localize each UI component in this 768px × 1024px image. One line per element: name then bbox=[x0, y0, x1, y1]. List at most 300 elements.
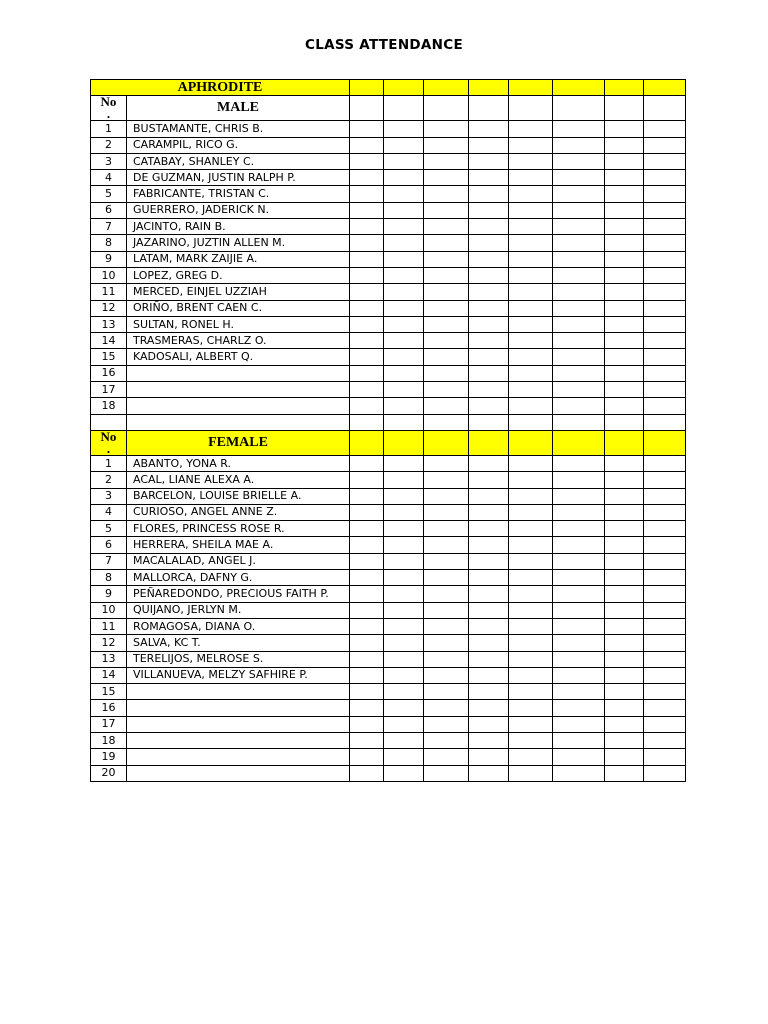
attendance-cell[interactable] bbox=[553, 504, 605, 520]
attendance-cell[interactable] bbox=[424, 732, 469, 748]
attendance-cell[interactable] bbox=[509, 251, 553, 267]
attendance-cell[interactable] bbox=[605, 398, 644, 414]
attendance-cell[interactable] bbox=[424, 365, 469, 381]
attendance-cell[interactable] bbox=[553, 219, 605, 235]
attendance-cell[interactable] bbox=[350, 700, 384, 716]
date-cell[interactable] bbox=[605, 80, 644, 96]
attendance-cell[interactable] bbox=[469, 521, 509, 537]
attendance-cell[interactable] bbox=[350, 414, 384, 430]
attendance-cell[interactable] bbox=[350, 333, 384, 349]
attendance-cell[interactable] bbox=[509, 333, 553, 349]
attendance-cell[interactable] bbox=[469, 684, 509, 700]
attendance-cell[interactable] bbox=[605, 170, 644, 186]
attendance-cell[interactable] bbox=[469, 700, 509, 716]
attendance-cell[interactable] bbox=[424, 333, 469, 349]
attendance-cell[interactable] bbox=[469, 137, 509, 153]
attendance-cell[interactable] bbox=[384, 765, 424, 781]
attendance-cell[interactable] bbox=[350, 219, 384, 235]
attendance-cell[interactable] bbox=[605, 251, 644, 267]
attendance-cell[interactable] bbox=[605, 186, 644, 202]
attendance-cell[interactable] bbox=[384, 300, 424, 316]
attendance-cell[interactable] bbox=[384, 349, 424, 365]
attendance-cell[interactable] bbox=[509, 153, 553, 169]
attendance-cell[interactable] bbox=[553, 684, 605, 700]
attendance-cell[interactable] bbox=[350, 651, 384, 667]
attendance-cell[interactable] bbox=[644, 765, 686, 781]
attendance-cell[interactable] bbox=[644, 284, 686, 300]
attendance-cell[interactable] bbox=[384, 365, 424, 381]
attendance-cell[interactable] bbox=[553, 153, 605, 169]
attendance-cell[interactable] bbox=[553, 602, 605, 618]
attendance-cell[interactable] bbox=[424, 202, 469, 218]
attendance-cell[interactable] bbox=[469, 602, 509, 618]
attendance-cell[interactable] bbox=[424, 186, 469, 202]
attendance-cell[interactable] bbox=[509, 570, 553, 586]
attendance-cell[interactable] bbox=[553, 732, 605, 748]
attendance-cell[interactable] bbox=[469, 732, 509, 748]
attendance-cell[interactable] bbox=[644, 749, 686, 765]
attendance-cell[interactable] bbox=[350, 732, 384, 748]
attendance-cell[interactable] bbox=[424, 472, 469, 488]
attendance-cell[interactable] bbox=[553, 716, 605, 732]
attendance-cell[interactable] bbox=[384, 570, 424, 586]
attendance-cell[interactable] bbox=[384, 382, 424, 398]
date-cell[interactable] bbox=[644, 430, 686, 455]
date-cell[interactable] bbox=[350, 96, 384, 121]
attendance-cell[interactable] bbox=[553, 635, 605, 651]
attendance-cell[interactable] bbox=[350, 586, 384, 602]
attendance-cell[interactable] bbox=[644, 504, 686, 520]
attendance-cell[interactable] bbox=[424, 153, 469, 169]
attendance-cell[interactable] bbox=[553, 137, 605, 153]
attendance-cell[interactable] bbox=[605, 716, 644, 732]
attendance-cell[interactable] bbox=[644, 667, 686, 683]
attendance-cell[interactable] bbox=[605, 121, 644, 137]
attendance-cell[interactable] bbox=[384, 700, 424, 716]
attendance-cell[interactable] bbox=[509, 472, 553, 488]
attendance-cell[interactable] bbox=[384, 414, 424, 430]
attendance-cell[interactable] bbox=[384, 202, 424, 218]
attendance-cell[interactable] bbox=[384, 251, 424, 267]
attendance-cell[interactable] bbox=[509, 382, 553, 398]
attendance-cell[interactable] bbox=[605, 153, 644, 169]
attendance-cell[interactable] bbox=[350, 618, 384, 634]
attendance-cell[interactable] bbox=[350, 284, 384, 300]
attendance-cell[interactable] bbox=[553, 333, 605, 349]
attendance-cell[interactable] bbox=[605, 414, 644, 430]
attendance-cell[interactable] bbox=[605, 316, 644, 332]
attendance-cell[interactable] bbox=[469, 716, 509, 732]
attendance-cell[interactable] bbox=[644, 684, 686, 700]
attendance-cell[interactable] bbox=[469, 749, 509, 765]
attendance-cell[interactable] bbox=[605, 700, 644, 716]
attendance-cell[interactable] bbox=[350, 716, 384, 732]
attendance-cell[interactable] bbox=[553, 170, 605, 186]
attendance-cell[interactable] bbox=[553, 488, 605, 504]
attendance-cell[interactable] bbox=[424, 586, 469, 602]
attendance-cell[interactable] bbox=[644, 716, 686, 732]
date-cell[interactable] bbox=[509, 430, 553, 455]
attendance-cell[interactable] bbox=[644, 651, 686, 667]
attendance-cell[interactable] bbox=[553, 537, 605, 553]
attendance-cell[interactable] bbox=[384, 716, 424, 732]
attendance-cell[interactable] bbox=[424, 635, 469, 651]
attendance-cell[interactable] bbox=[384, 472, 424, 488]
attendance-cell[interactable] bbox=[384, 618, 424, 634]
attendance-cell[interactable] bbox=[509, 732, 553, 748]
attendance-cell[interactable] bbox=[424, 267, 469, 283]
attendance-cell[interactable] bbox=[553, 586, 605, 602]
attendance-cell[interactable] bbox=[605, 553, 644, 569]
attendance-cell[interactable] bbox=[553, 472, 605, 488]
attendance-cell[interactable] bbox=[384, 521, 424, 537]
attendance-cell[interactable] bbox=[644, 186, 686, 202]
attendance-cell[interactable] bbox=[350, 251, 384, 267]
attendance-cell[interactable] bbox=[605, 333, 644, 349]
attendance-cell[interactable] bbox=[424, 316, 469, 332]
attendance-cell[interactable] bbox=[384, 732, 424, 748]
attendance-cell[interactable] bbox=[644, 602, 686, 618]
attendance-cell[interactable] bbox=[350, 137, 384, 153]
attendance-cell[interactable] bbox=[424, 170, 469, 186]
attendance-cell[interactable] bbox=[384, 235, 424, 251]
date-cell[interactable] bbox=[424, 80, 469, 96]
attendance-cell[interactable] bbox=[605, 618, 644, 634]
attendance-cell[interactable] bbox=[350, 570, 384, 586]
attendance-cell[interactable] bbox=[605, 651, 644, 667]
attendance-cell[interactable] bbox=[553, 316, 605, 332]
attendance-cell[interactable] bbox=[469, 504, 509, 520]
attendance-cell[interactable] bbox=[509, 219, 553, 235]
date-cell[interactable] bbox=[469, 80, 509, 96]
attendance-cell[interactable] bbox=[424, 414, 469, 430]
attendance-cell[interactable] bbox=[553, 700, 605, 716]
date-cell[interactable] bbox=[384, 96, 424, 121]
attendance-cell[interactable] bbox=[469, 586, 509, 602]
attendance-cell[interactable] bbox=[424, 382, 469, 398]
attendance-cell[interactable] bbox=[553, 570, 605, 586]
attendance-cell[interactable] bbox=[509, 267, 553, 283]
attendance-cell[interactable] bbox=[384, 602, 424, 618]
attendance-cell[interactable] bbox=[424, 455, 469, 471]
attendance-cell[interactable] bbox=[469, 414, 509, 430]
attendance-cell[interactable] bbox=[350, 749, 384, 765]
attendance-cell[interactable] bbox=[350, 300, 384, 316]
attendance-cell[interactable] bbox=[384, 537, 424, 553]
attendance-cell[interactable] bbox=[350, 316, 384, 332]
attendance-cell[interactable] bbox=[424, 219, 469, 235]
attendance-cell[interactable] bbox=[424, 765, 469, 781]
attendance-cell[interactable] bbox=[644, 618, 686, 634]
attendance-cell[interactable] bbox=[350, 170, 384, 186]
attendance-cell[interactable] bbox=[644, 570, 686, 586]
date-cell[interactable] bbox=[424, 96, 469, 121]
attendance-cell[interactable] bbox=[384, 504, 424, 520]
attendance-cell[interactable] bbox=[605, 137, 644, 153]
attendance-cell[interactable] bbox=[424, 121, 469, 137]
attendance-cell[interactable] bbox=[469, 472, 509, 488]
attendance-cell[interactable] bbox=[605, 521, 644, 537]
attendance-cell[interactable] bbox=[469, 365, 509, 381]
attendance-cell[interactable] bbox=[350, 602, 384, 618]
attendance-cell[interactable] bbox=[424, 667, 469, 683]
attendance-cell[interactable] bbox=[509, 765, 553, 781]
date-cell[interactable] bbox=[469, 430, 509, 455]
attendance-cell[interactable] bbox=[509, 186, 553, 202]
date-cell[interactable] bbox=[384, 80, 424, 96]
attendance-cell[interactable] bbox=[424, 553, 469, 569]
date-cell[interactable] bbox=[384, 430, 424, 455]
attendance-cell[interactable] bbox=[644, 235, 686, 251]
attendance-cell[interactable] bbox=[384, 316, 424, 332]
attendance-cell[interactable] bbox=[509, 398, 553, 414]
attendance-cell[interactable] bbox=[509, 684, 553, 700]
attendance-cell[interactable] bbox=[644, 365, 686, 381]
attendance-cell[interactable] bbox=[605, 602, 644, 618]
attendance-cell[interactable] bbox=[469, 186, 509, 202]
attendance-cell[interactable] bbox=[605, 765, 644, 781]
attendance-cell[interactable] bbox=[424, 749, 469, 765]
attendance-cell[interactable] bbox=[350, 235, 384, 251]
attendance-cell[interactable] bbox=[424, 488, 469, 504]
attendance-cell[interactable] bbox=[509, 651, 553, 667]
attendance-cell[interactable] bbox=[605, 455, 644, 471]
attendance-cell[interactable] bbox=[350, 382, 384, 398]
attendance-cell[interactable] bbox=[553, 749, 605, 765]
attendance-cell[interactable] bbox=[469, 382, 509, 398]
attendance-cell[interactable] bbox=[605, 504, 644, 520]
date-cell[interactable] bbox=[509, 80, 553, 96]
attendance-cell[interactable] bbox=[469, 537, 509, 553]
attendance-cell[interactable] bbox=[509, 521, 553, 537]
attendance-cell[interactable] bbox=[424, 251, 469, 267]
attendance-cell[interactable] bbox=[350, 765, 384, 781]
attendance-cell[interactable] bbox=[644, 537, 686, 553]
attendance-cell[interactable] bbox=[509, 349, 553, 365]
attendance-cell[interactable] bbox=[350, 667, 384, 683]
attendance-cell[interactable] bbox=[424, 504, 469, 520]
attendance-cell[interactable] bbox=[509, 716, 553, 732]
attendance-cell[interactable] bbox=[553, 382, 605, 398]
attendance-cell[interactable] bbox=[509, 202, 553, 218]
date-cell[interactable] bbox=[644, 80, 686, 96]
attendance-cell[interactable] bbox=[384, 455, 424, 471]
attendance-cell[interactable] bbox=[605, 732, 644, 748]
attendance-cell[interactable] bbox=[509, 700, 553, 716]
attendance-cell[interactable] bbox=[350, 267, 384, 283]
attendance-cell[interactable] bbox=[424, 521, 469, 537]
attendance-cell[interactable] bbox=[350, 202, 384, 218]
attendance-cell[interactable] bbox=[350, 635, 384, 651]
attendance-cell[interactable] bbox=[644, 455, 686, 471]
attendance-cell[interactable] bbox=[605, 586, 644, 602]
attendance-cell[interactable] bbox=[469, 488, 509, 504]
attendance-cell[interactable] bbox=[384, 137, 424, 153]
attendance-cell[interactable] bbox=[605, 749, 644, 765]
date-cell[interactable] bbox=[553, 80, 605, 96]
attendance-cell[interactable] bbox=[553, 251, 605, 267]
attendance-cell[interactable] bbox=[509, 586, 553, 602]
attendance-cell[interactable] bbox=[509, 316, 553, 332]
attendance-cell[interactable] bbox=[384, 488, 424, 504]
attendance-cell[interactable] bbox=[553, 365, 605, 381]
attendance-cell[interactable] bbox=[469, 618, 509, 634]
attendance-cell[interactable] bbox=[553, 121, 605, 137]
attendance-cell[interactable] bbox=[384, 333, 424, 349]
attendance-cell[interactable] bbox=[424, 700, 469, 716]
attendance-cell[interactable] bbox=[509, 749, 553, 765]
attendance-cell[interactable] bbox=[644, 251, 686, 267]
attendance-cell[interactable] bbox=[384, 684, 424, 700]
attendance-cell[interactable] bbox=[509, 121, 553, 137]
attendance-cell[interactable] bbox=[384, 667, 424, 683]
attendance-cell[interactable] bbox=[605, 349, 644, 365]
attendance-cell[interactable] bbox=[553, 618, 605, 634]
attendance-cell[interactable] bbox=[469, 333, 509, 349]
attendance-cell[interactable] bbox=[469, 667, 509, 683]
attendance-cell[interactable] bbox=[509, 137, 553, 153]
attendance-cell[interactable] bbox=[384, 398, 424, 414]
attendance-cell[interactable] bbox=[644, 137, 686, 153]
attendance-cell[interactable] bbox=[605, 667, 644, 683]
attendance-cell[interactable] bbox=[384, 635, 424, 651]
attendance-cell[interactable] bbox=[469, 170, 509, 186]
attendance-cell[interactable] bbox=[605, 472, 644, 488]
attendance-cell[interactable] bbox=[424, 602, 469, 618]
attendance-cell[interactable] bbox=[384, 749, 424, 765]
attendance-cell[interactable] bbox=[605, 488, 644, 504]
attendance-cell[interactable] bbox=[553, 398, 605, 414]
attendance-cell[interactable] bbox=[644, 170, 686, 186]
attendance-cell[interactable] bbox=[644, 349, 686, 365]
attendance-cell[interactable] bbox=[469, 553, 509, 569]
attendance-cell[interactable] bbox=[469, 570, 509, 586]
attendance-cell[interactable] bbox=[424, 284, 469, 300]
attendance-cell[interactable] bbox=[509, 667, 553, 683]
attendance-cell[interactable] bbox=[384, 284, 424, 300]
attendance-cell[interactable] bbox=[424, 684, 469, 700]
attendance-cell[interactable] bbox=[350, 349, 384, 365]
attendance-cell[interactable] bbox=[509, 618, 553, 634]
attendance-cell[interactable] bbox=[384, 553, 424, 569]
attendance-cell[interactable] bbox=[469, 235, 509, 251]
attendance-cell[interactable] bbox=[553, 284, 605, 300]
attendance-cell[interactable] bbox=[605, 382, 644, 398]
attendance-cell[interactable] bbox=[384, 170, 424, 186]
attendance-cell[interactable] bbox=[350, 153, 384, 169]
date-cell[interactable] bbox=[350, 430, 384, 455]
attendance-cell[interactable] bbox=[384, 267, 424, 283]
attendance-cell[interactable] bbox=[384, 186, 424, 202]
attendance-cell[interactable] bbox=[644, 316, 686, 332]
attendance-cell[interactable] bbox=[424, 398, 469, 414]
attendance-cell[interactable] bbox=[509, 284, 553, 300]
attendance-cell[interactable] bbox=[509, 170, 553, 186]
attendance-cell[interactable] bbox=[605, 202, 644, 218]
date-cell[interactable] bbox=[469, 96, 509, 121]
attendance-cell[interactable] bbox=[605, 365, 644, 381]
attendance-cell[interactable] bbox=[644, 333, 686, 349]
attendance-cell[interactable] bbox=[644, 382, 686, 398]
attendance-cell[interactable] bbox=[424, 618, 469, 634]
attendance-cell[interactable] bbox=[644, 153, 686, 169]
attendance-cell[interactable] bbox=[553, 300, 605, 316]
attendance-cell[interactable] bbox=[553, 202, 605, 218]
attendance-cell[interactable] bbox=[469, 202, 509, 218]
attendance-cell[interactable] bbox=[350, 537, 384, 553]
attendance-cell[interactable] bbox=[644, 732, 686, 748]
attendance-cell[interactable] bbox=[605, 235, 644, 251]
attendance-cell[interactable] bbox=[644, 121, 686, 137]
attendance-cell[interactable] bbox=[605, 570, 644, 586]
attendance-cell[interactable] bbox=[509, 553, 553, 569]
attendance-cell[interactable] bbox=[424, 137, 469, 153]
attendance-cell[interactable] bbox=[384, 586, 424, 602]
attendance-cell[interactable] bbox=[553, 235, 605, 251]
attendance-cell[interactable] bbox=[350, 488, 384, 504]
date-cell[interactable] bbox=[644, 96, 686, 121]
attendance-cell[interactable] bbox=[350, 553, 384, 569]
attendance-cell[interactable] bbox=[509, 300, 553, 316]
attendance-cell[interactable] bbox=[469, 121, 509, 137]
attendance-cell[interactable] bbox=[469, 300, 509, 316]
attendance-cell[interactable] bbox=[644, 521, 686, 537]
attendance-cell[interactable] bbox=[469, 455, 509, 471]
attendance-cell[interactable] bbox=[509, 365, 553, 381]
attendance-cell[interactable] bbox=[553, 667, 605, 683]
attendance-cell[interactable] bbox=[350, 521, 384, 537]
attendance-cell[interactable] bbox=[644, 219, 686, 235]
date-cell[interactable] bbox=[509, 96, 553, 121]
attendance-cell[interactable] bbox=[644, 414, 686, 430]
attendance-cell[interactable] bbox=[350, 472, 384, 488]
attendance-cell[interactable] bbox=[350, 121, 384, 137]
attendance-cell[interactable] bbox=[553, 553, 605, 569]
attendance-cell[interactable] bbox=[605, 635, 644, 651]
attendance-cell[interactable] bbox=[469, 251, 509, 267]
attendance-cell[interactable] bbox=[424, 235, 469, 251]
attendance-cell[interactable] bbox=[384, 219, 424, 235]
attendance-cell[interactable] bbox=[424, 537, 469, 553]
attendance-cell[interactable] bbox=[553, 186, 605, 202]
attendance-cell[interactable] bbox=[509, 455, 553, 471]
attendance-cell[interactable] bbox=[553, 651, 605, 667]
attendance-cell[interactable] bbox=[644, 488, 686, 504]
date-cell[interactable] bbox=[553, 430, 605, 455]
attendance-cell[interactable] bbox=[553, 455, 605, 471]
attendance-cell[interactable] bbox=[509, 504, 553, 520]
date-cell[interactable] bbox=[605, 430, 644, 455]
attendance-cell[interactable] bbox=[509, 635, 553, 651]
attendance-cell[interactable] bbox=[424, 570, 469, 586]
attendance-cell[interactable] bbox=[644, 300, 686, 316]
attendance-cell[interactable] bbox=[350, 504, 384, 520]
attendance-cell[interactable] bbox=[509, 414, 553, 430]
attendance-cell[interactable] bbox=[644, 267, 686, 283]
attendance-cell[interactable] bbox=[553, 521, 605, 537]
attendance-cell[interactable] bbox=[553, 414, 605, 430]
attendance-cell[interactable] bbox=[424, 300, 469, 316]
attendance-cell[interactable] bbox=[469, 635, 509, 651]
attendance-cell[interactable] bbox=[384, 651, 424, 667]
attendance-cell[interactable] bbox=[350, 186, 384, 202]
attendance-cell[interactable] bbox=[605, 219, 644, 235]
attendance-cell[interactable] bbox=[469, 267, 509, 283]
attendance-cell[interactable] bbox=[384, 153, 424, 169]
attendance-cell[interactable] bbox=[509, 537, 553, 553]
attendance-cell[interactable] bbox=[605, 284, 644, 300]
attendance-cell[interactable] bbox=[350, 398, 384, 414]
